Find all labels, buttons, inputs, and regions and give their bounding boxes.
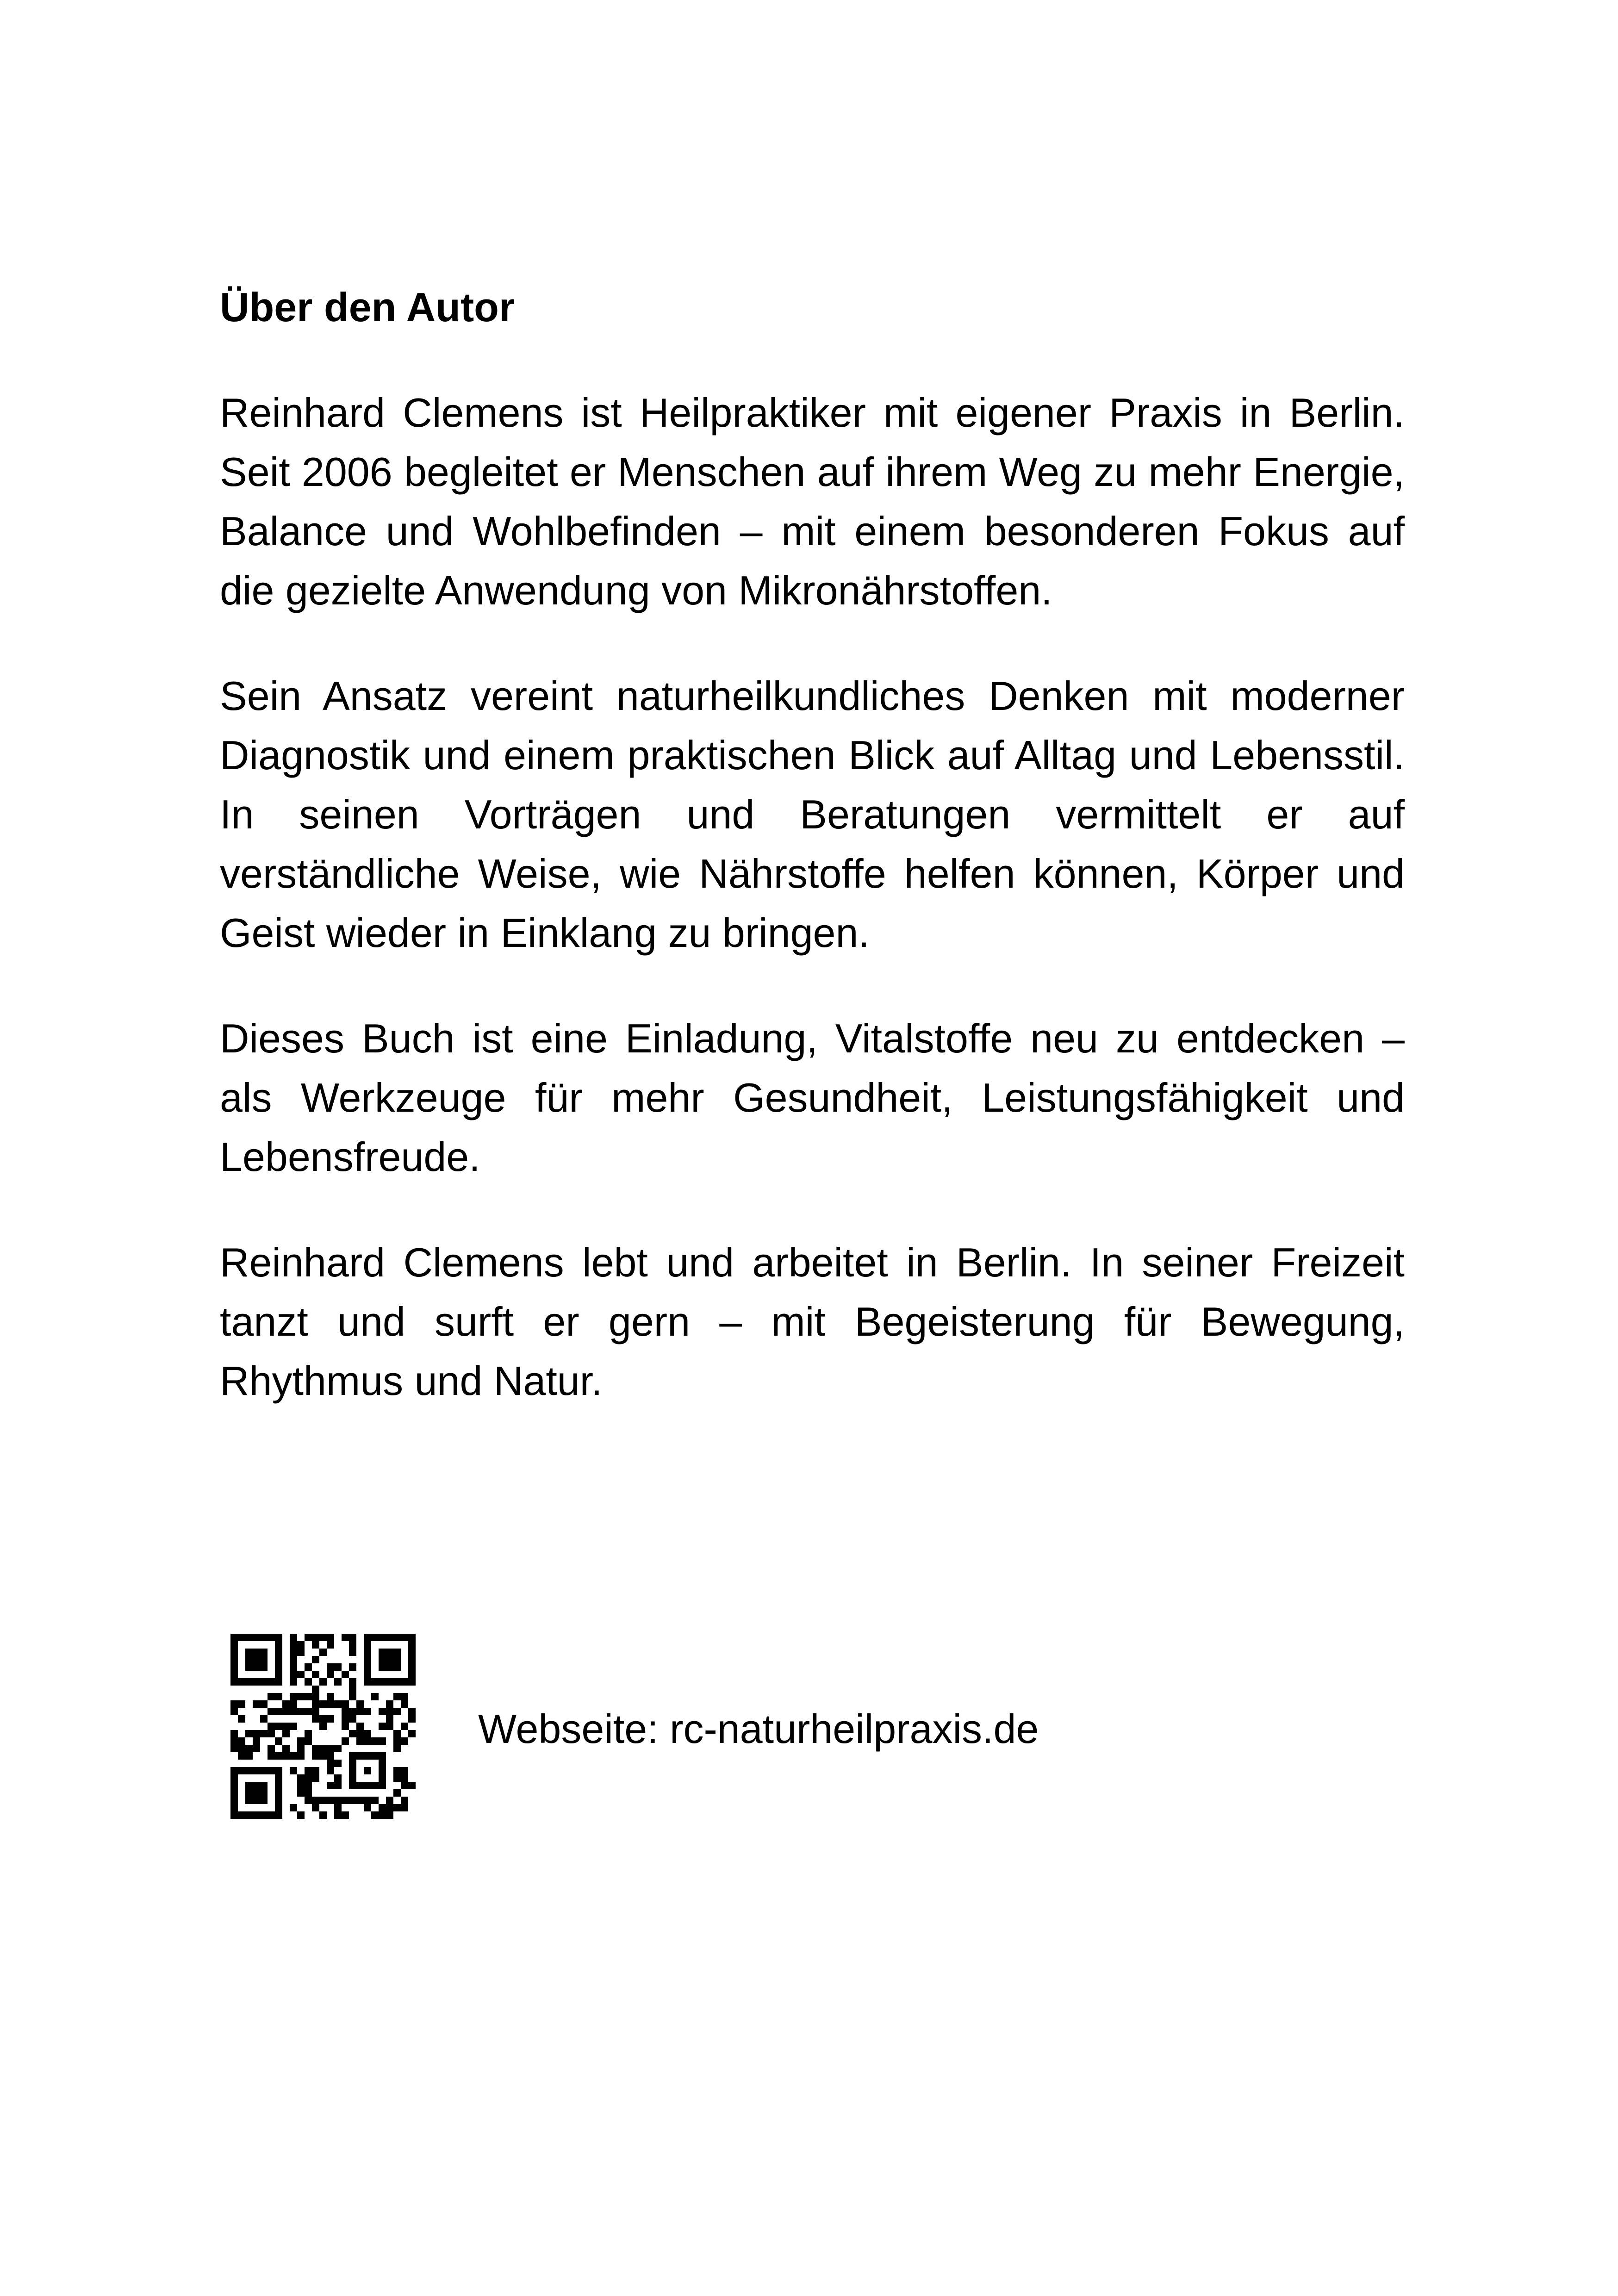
- paragraph-personal: Reinhard Clemens lebt und arbeitet in Berlin. In seiner Freizeit tanzt und surft er gern – mit Begeisterung für Bewegung, Rhythmus und Natur.: [220, 1239, 1405, 1404]
- about-author-section: [220, 278, 1405, 1457]
- section-heading: Über den Autor: [220, 284, 515, 330]
- website-link-text: Webseite: rc-naturheilpraxis.de: [478, 1706, 1039, 1752]
- paragraph-approach: Sein Ansatz vereint naturheilkundliches Denken mit moderner Diagnostik und einem praktischen Blick auf Alltag und Lebensstil. In seinen Vorträgen und Beratungen vermittelt er auf verständliche Weise, wie Nährstoffe helfen können, Körper und Geist wieder in Einklang zu bringen.: [220, 673, 1405, 956]
- qr-code-icon: [230, 1634, 416, 1819]
- paragraph-intro: Reinhard Clemens ist Heilpraktiker mit eigener Praxis in Berlin. Seit 2006 begleitet er Menschen auf ihrem Weg zu mehr Energie, Balance und Wohlbefinden – mit einem besonderen Fokus auf die gezielte Anwendung von Mikronährstoffen.: [220, 390, 1405, 613]
- paragraph-invitation: Dieses Buch ist eine Einladung, Vitalstoffe neu zu entdecken – als Werkzeuge für mehr Gesundheit, Leistungsfähigkeit und Lebensfreude.: [220, 1015, 1405, 1180]
